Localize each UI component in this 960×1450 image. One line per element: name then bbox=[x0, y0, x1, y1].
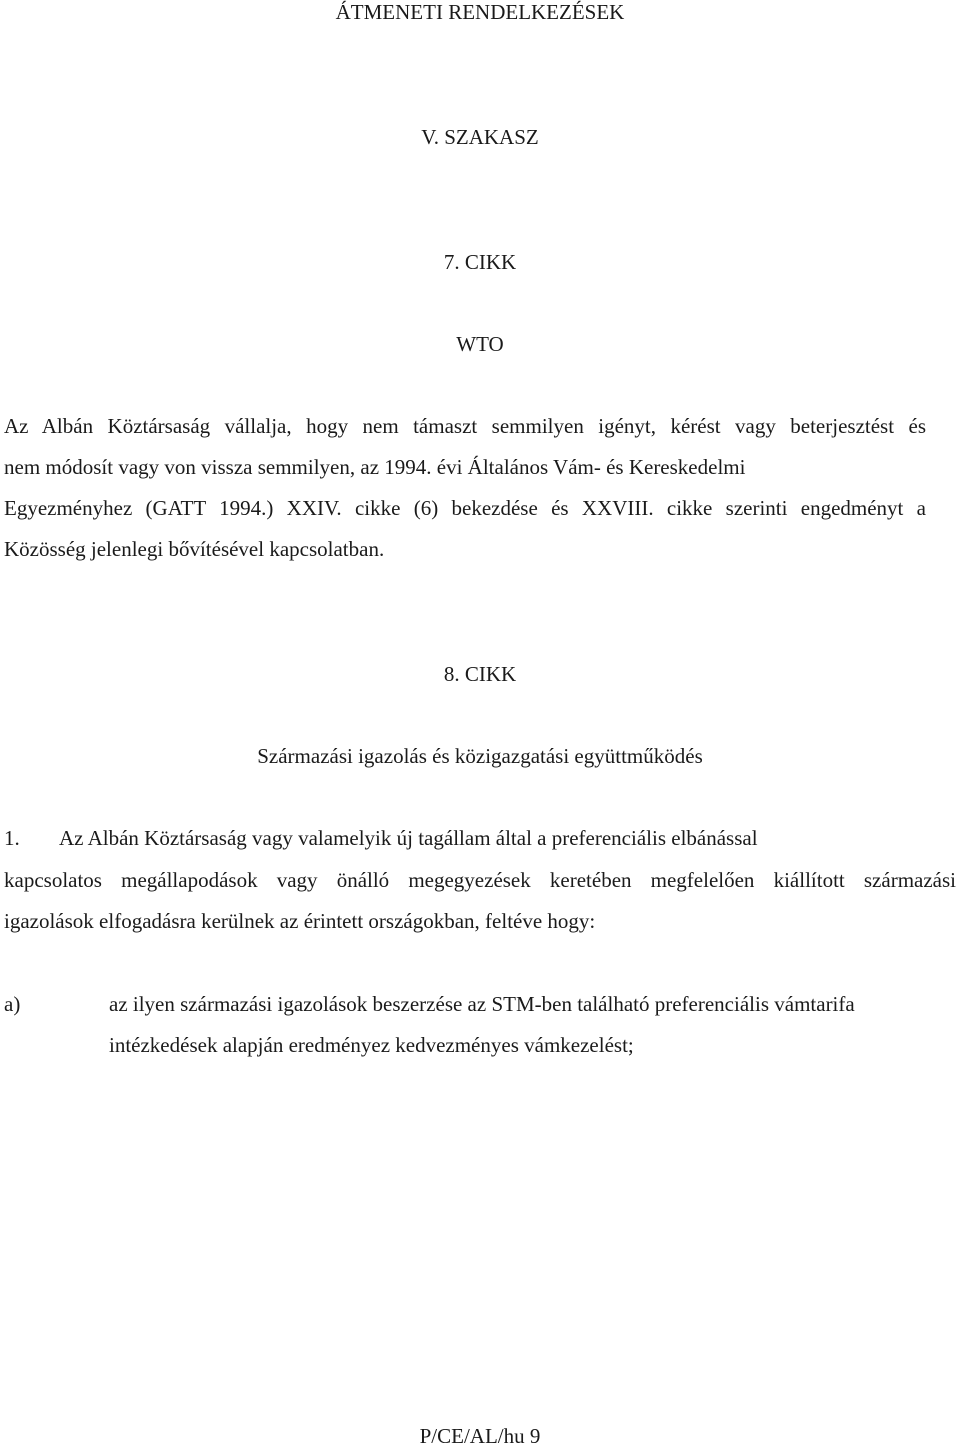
article-8-paragraph-1-line-1 bbox=[4, 826, 954, 851]
point-a-label: a) bbox=[4, 992, 21, 1016]
page-reference: P/CE/AL/hu 9 bbox=[419, 1424, 541, 1448]
section-heading: V. SZAKASZ bbox=[421, 125, 539, 149]
article-8-paragraph-1-line-2: kapcsolatos megállapodások vagy önálló megegyezések keretében megfelelően kiállított származási bbox=[4, 868, 956, 892]
article-8-paragraph-1-line-3: igazolások elfogadásra kerülnek az érintett országokban, feltéve hogy: bbox=[4, 909, 596, 933]
document-title: ÁTMENETI RENDELKEZÉSEK bbox=[335, 0, 625, 24]
article-7-line-2: nem módosít vagy von vissza semmilyen, az 1994. évi Általános Vám- és Kereskedelmi bbox=[4, 455, 746, 479]
paragraph-number: 1. bbox=[4, 826, 20, 850]
article-8-subject: Származási igazolás és közigazgatási együttműködés bbox=[257, 744, 703, 768]
point-a-line-2: intézkedések alapján eredményez kedvezményes vámkezelést; bbox=[109, 1033, 634, 1057]
article-7-heading: 7. CIKK bbox=[443, 250, 517, 274]
article-7-line-3: Egyezményhez (GATT 1994.) XXIV. cikke (6) bekezdése és XXVIII. cikke szerinti engedményt a bbox=[4, 496, 926, 520]
article-7-line-4: Közösség jelenlegi bővítésével kapcsolatban. bbox=[4, 537, 385, 561]
article-7-line-1: Az Albán Köztársaság vállalja, hogy nem támaszt semmilyen igényt, kérést vagy beterjesztést és bbox=[4, 414, 926, 438]
point-a-line-1: az ilyen származási igazolások beszerzése az STM-ben található preferenciális vámtarifa bbox=[109, 992, 855, 1016]
article-8-heading: 8. CIKK bbox=[443, 662, 517, 686]
article-7-subject: WTO bbox=[456, 332, 504, 356]
paragraph-text: Az Albán Köztársaság vagy valamelyik új tagállam által a preferenciális elbánással bbox=[59, 826, 758, 850]
